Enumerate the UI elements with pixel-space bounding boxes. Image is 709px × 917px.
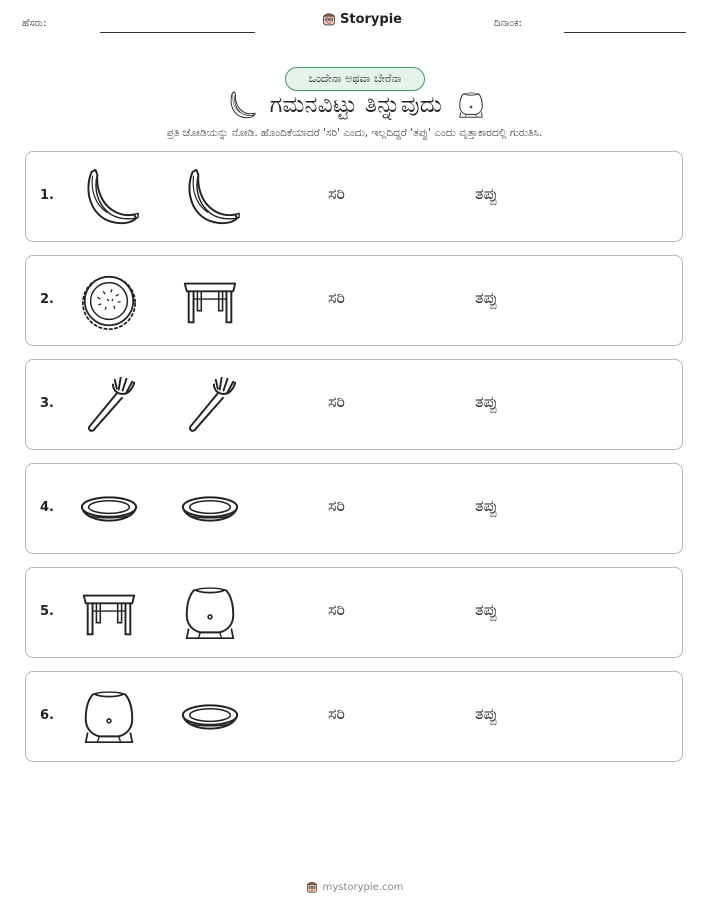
false-option[interactable]: ತಪ್ಪು bbox=[475, 704, 498, 723]
question-row bbox=[25, 359, 683, 450]
worksheet-type-badge: ಒಂದೇನಾ ಅಥವಾ ಬೇರೆನಾ bbox=[285, 67, 425, 91]
belly-icon bbox=[456, 89, 486, 121]
question-row bbox=[25, 151, 683, 242]
footer-url: mystorypie.com bbox=[322, 882, 404, 893]
false-option[interactable]: ತಪ್ಪು bbox=[475, 184, 498, 203]
false-option[interactable]: ತಪ್ಪು bbox=[475, 288, 498, 307]
question-number: 2. bbox=[40, 292, 54, 307]
question-row bbox=[25, 567, 683, 658]
footer bbox=[0, 881, 709, 894]
belly-icon bbox=[78, 686, 140, 748]
true-option[interactable]: ಸರಿ bbox=[328, 600, 345, 619]
true-option[interactable]: ಸರಿ bbox=[328, 392, 345, 411]
true-option[interactable]: ಸರಿ bbox=[328, 184, 345, 203]
question-number: 3. bbox=[40, 396, 54, 411]
true-option[interactable]: ಸರಿ bbox=[328, 704, 345, 723]
fork-icon bbox=[179, 374, 241, 436]
storypie-logo-icon bbox=[306, 881, 318, 894]
question-number: 6. bbox=[40, 708, 54, 723]
false-option[interactable]: ತಪ್ಪು bbox=[475, 600, 498, 619]
table-icon bbox=[179, 270, 241, 332]
storypie-logo-icon bbox=[322, 12, 336, 27]
true-option[interactable]: ಸರಿ bbox=[328, 496, 345, 515]
banana-icon bbox=[179, 166, 241, 228]
question-row bbox=[25, 463, 683, 554]
banana-icon bbox=[78, 166, 140, 228]
question-row bbox=[25, 671, 683, 762]
plate-icon bbox=[179, 478, 241, 540]
pie-icon bbox=[78, 270, 140, 332]
table-icon bbox=[78, 582, 140, 644]
date-label: ದಿನಾಂಕ: bbox=[494, 18, 522, 29]
plate-icon bbox=[179, 686, 241, 748]
date-line[interactable] bbox=[564, 32, 686, 33]
question-number: 4. bbox=[40, 500, 54, 515]
name-label: ಹೆಸರು: bbox=[22, 18, 47, 29]
banana-icon bbox=[226, 89, 256, 121]
name-line[interactable] bbox=[100, 32, 255, 33]
false-option[interactable]: ತಪ್ಪು bbox=[475, 496, 498, 515]
title-row bbox=[196, 88, 516, 122]
belly-icon bbox=[179, 582, 241, 644]
page-title: ಗಮನವಿಟ್ಟು ತಿನ್ನುವುದು bbox=[269, 92, 443, 118]
true-option[interactable]: ಸರಿ bbox=[328, 288, 345, 307]
question-number: 5. bbox=[40, 604, 54, 619]
question-number: 1. bbox=[40, 188, 54, 203]
instructions: ಪ್ರತಿ ಜೋಡಿಯನ್ನು ನೋಡಿ. ಹೊಂದಿಕೆಯಾದರೆ 'ಸರಿ' ಎಂದು, ಇಲ್ಲದಿದ್ದರೆ 'ತಪ್ಪು' ಎಂದು ವೃತ್ತಾಕಾರದಲ್ಲಿ ಗುರುತಿಸಿ. bbox=[166, 127, 543, 139]
fork-icon bbox=[78, 374, 140, 436]
brand-name: Storypie bbox=[340, 12, 402, 27]
brand bbox=[322, 12, 402, 27]
question-row bbox=[25, 255, 683, 346]
false-option[interactable]: ತಪ್ಪು bbox=[475, 392, 498, 411]
plate-icon bbox=[78, 478, 140, 540]
